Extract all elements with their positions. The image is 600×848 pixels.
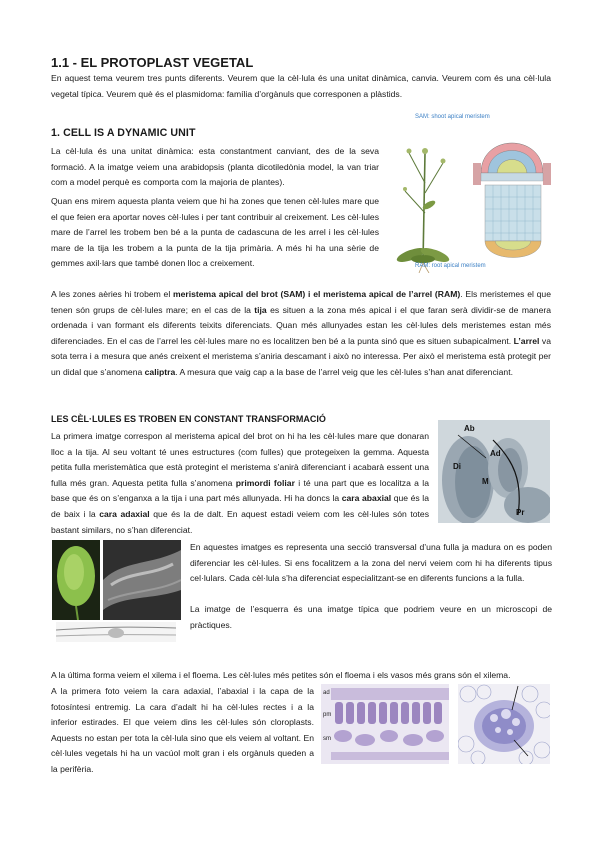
section1-paragraph-2: Quan ens mirem aquesta planta veiem que hi ha zones que tenen cèl·lules mare que el que feien era aportar noves cèl·lules i per tant contribuir al creixement. Les cèl·lules mare de l’arrel les trobem ben bé a la punta de cadascuna de les arrel i les cèl·lules mare de la tija les trobem a la punta de la tija primària. A més hi ha una sèrie de gemmes axil·lars que també donen lloc a creixement. — [51, 196, 379, 269]
micro-label-pm: pm — [323, 712, 332, 718]
figure-label-pr: Pr — [516, 508, 525, 517]
micro-label-sm: sm — [323, 736, 331, 742]
leaf-sem-image — [103, 540, 181, 620]
vascular-bundle-micrograph — [458, 684, 550, 764]
ram-cell-diagram — [485, 185, 541, 258]
micro-label-ad: ad — [323, 690, 330, 696]
page-title: 1.1 - EL PROTOPLAST VEGETAL — [51, 55, 254, 70]
section2-paragraph-3: La imatge de l’esquerra és una imatge típica que podriem veure en un microscopi de pràctiques. — [190, 604, 552, 630]
section2-paragraph-2: En aquestes imatges es representa una secció transversal d’una fulla ja madura on es poden diferenciar les cèl·lules. Si ens focalitzem a la zona del nervi veiem com hi ha diferents tipus cel·lulars. Cada cèl·lula s’ha diferenciat especialitzant-se en diferents funcions a la fulla. — [190, 542, 552, 584]
intro-paragraph: En aquest tema veurem tres punts diferents. Veurem que la cèl·lula és una unitat dinàmica, canvia. Veurem com és una cèl·lula vegetal típica. Veurem què és el plasmidoma: família d’orgànuls que corresponen a plàstids. — [51, 73, 551, 99]
sam-cell-diagram — [473, 143, 551, 185]
arabidopsis-plant-illustration — [395, 148, 451, 273]
section2-paragraph-4-intro: A la última forma veiem el xilema i el floema. Les cèl·lules més petites són el floema i els vasos més grans són el xilema. — [51, 670, 511, 680]
section2-paragraph-4: A la primera foto veiem la cara adaxial, l’abaxial i la capa de la fotosíntesi entremig. La cara d’adalt hi ha cèl·lules rectes i a la inferior estirades. El que veiem dins les cèl·lules són cloroplasts. Aquests no estan per tota la cèl·lula sino que els veiem al voltant. En cèl·lules vegetals hi ha un vacúol molt gran i els orgànuls queden a la perifèria. — [51, 686, 314, 774]
figure-label-m: M — [482, 477, 489, 486]
arabidopsis-meristem-figure — [385, 113, 557, 273]
ram-caption: RAM: root apical meristem — [415, 263, 486, 269]
leaf-primordium-micrograph — [438, 420, 550, 523]
figure-label-di: Di — [453, 462, 461, 471]
section-heading-transformation: LES CÈL·LULES ES TROBEN EN CONSTANT TRANSFORMACIÓ — [51, 414, 326, 424]
section-heading-dynamic-unit: 1. CELL IS A DYNAMIC UNIT — [51, 127, 196, 139]
figure-label-ab: Ab — [464, 424, 475, 433]
figure-label-ad: Ad — [490, 449, 501, 458]
leaf-photo — [52, 540, 100, 620]
sam-caption: SAM: shoot apical meristem — [415, 114, 490, 120]
section1-paragraph-1: La cèl·lula és una unitat dinàmica: esta constantment canviant, des de la seva formació. A la imatge veiem una arabidopsis (planta dicotiledònia model, la van triar com a model perquè es comporta com la majoria de plantes). — [51, 146, 379, 188]
section1-paragraph-3: A les zones aèries hi trobem el meristema apical del brot (SAM) i el meristema apical de l’arrel (RAM). Els meristemes el que tenen són grups de cèl·lules mare; en el cas de la tija es situen a la zona més apical i el que faran serà dividir-se de manera ordenada i van formant els diferents teixits diferenciats. Quan més allunyades estan les cèl·lules dels meristemes estan més diferenciades. En el cas de l’arrel les cèl·lules mare no es localitzen ben bé a la punta sinó que es situen subapicalment. L’arrel va sota terra i a mesura que anés creixent el meristema s’aniria descamant i això no interessa. Per això el meristema està protegit per un didal que s’anomena caliptra. A mesura que vaig cap a la base de l’arrel veig que les cèl·lules s’han anat diferenciant. — [51, 289, 551, 377]
section2-paragraph-1: La primera imatge correspon al meristema apical del brot on hi ha les cèl·lules mare que donaran lloc a la tija. Al seu voltant té unes estructures (com fulles) que protegeixen la gemma. Aquesta petita fulla meristemàtica que està protegint el meristema s’anirà diferenciant i acabarà essent una fulla més gran. Aquesta petita fulla s’anomena primordi foliar i té una part que es localitza a la base que és on s’enganxa a la tija i una part més allunyada. Hi ha doncs la cara abaxial que és la de baix i la cara adaxial que és la de dalt. En aquest estadi veiem com les cèl·lules són totes bastant similars, no s’han diferenciat. — [51, 431, 429, 535]
leaf-section-sketch — [56, 622, 176, 642]
leaf-cross-section-micrograph — [321, 684, 449, 764]
